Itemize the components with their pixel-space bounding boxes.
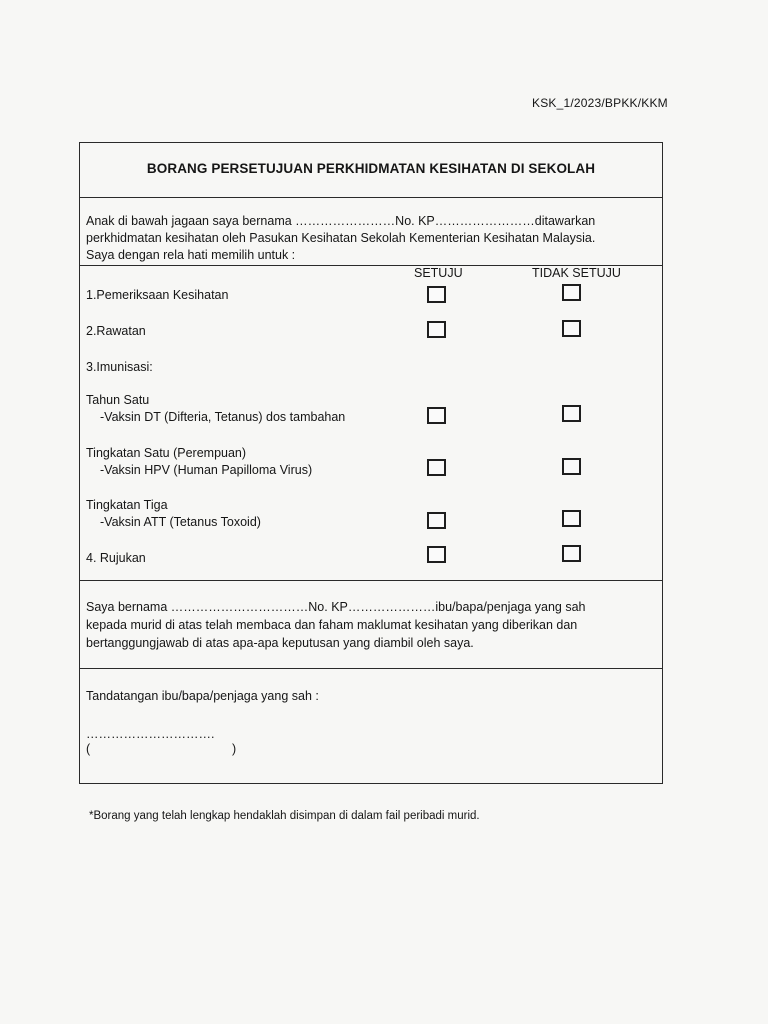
consent-form: [79, 142, 663, 784]
intro-line: Anak di bawah jagaan saya bernama ……………………No. KP……………………ditawarkan: [86, 214, 596, 228]
item-detail: -Vaksin ATT (Tetanus Toxoid): [100, 515, 261, 529]
checkbox-dt-vaccine-agree[interactable]: [427, 407, 446, 424]
item-treatment: [86, 323, 146, 340]
item-label: Tingkatan Satu (Perempuan): [86, 446, 247, 460]
intro-line: perkhidmatan kesihatan oleh Pasukan Kesihatan Sekolah Kementerian Kesihatan Malaysia.: [86, 231, 596, 245]
column-header-agree: SETUJU: [414, 266, 463, 280]
checkbox-health-examination-disagree[interactable]: [562, 284, 581, 301]
item-label: 4. Rujukan: [86, 551, 146, 565]
reference-code: KSK_1/2023/BPKK/KKM: [532, 96, 668, 110]
form-title: BORANG PERSETUJUAN PERKHIDMATAN KESIHATAN DI SEKOLAH: [146, 161, 596, 176]
item-label: Tingkatan Tiga: [86, 498, 168, 512]
item-hpv-vaccine: [86, 445, 312, 479]
item-att-vaccine: [86, 497, 261, 531]
item-label: 3.Imunisasi:: [86, 360, 153, 374]
checkbox-dt-vaccine-disagree[interactable]: [562, 405, 581, 422]
divider: [80, 668, 662, 669]
item-referral: [86, 550, 146, 567]
checkbox-att-vaccine-disagree[interactable]: [562, 510, 581, 527]
item-label: 1.Pemeriksaan Kesihatan: [86, 288, 229, 302]
item-health-examination: [86, 287, 228, 304]
checkbox-hpv-vaccine-agree[interactable]: [427, 459, 446, 476]
parent-declaration: [86, 598, 656, 652]
divider: [80, 197, 662, 198]
intro-paragraph: [86, 213, 656, 264]
checkbox-referral-disagree[interactable]: [562, 545, 581, 562]
footnote: *Borang yang telah lengkap hendaklah disimpan di dalam fail peribadi murid.: [89, 810, 480, 822]
item-immunisation: [86, 359, 153, 376]
signature-label: Tandatangan ibu/bapa/penjaga yang sah :: [86, 689, 319, 703]
signature-name-field[interactable]: [86, 742, 237, 756]
item-dt-vaccine: [86, 392, 345, 426]
checkbox-hpv-vaccine-disagree[interactable]: [562, 458, 581, 475]
checkbox-health-examination-agree[interactable]: [427, 286, 446, 303]
checkbox-treatment-agree[interactable]: [427, 321, 446, 338]
paren-open: (: [86, 742, 91, 756]
item-label: 2.Rawatan: [86, 324, 146, 338]
declaration-line: kepada murid di atas telah membaca dan faham maklumat kesihatan yang diberikan dan: [86, 618, 578, 632]
divider: [80, 580, 662, 581]
intro-line: Saya dengan rela hati memilih untuk :: [86, 248, 296, 262]
declaration-line: Saya bernama ……………………………No. KP…………………ibu/bapa/penjaga yang sah: [86, 600, 586, 614]
declaration-line: bertanggungjawab di atas apa-apa keputusan yang diambil oleh saya.: [86, 636, 474, 650]
signature-line[interactable]: ………………………….: [86, 727, 215, 741]
checkbox-referral-agree[interactable]: [427, 546, 446, 563]
checkbox-att-vaccine-agree[interactable]: [427, 512, 446, 529]
column-header-disagree: TIDAK SETUJU: [532, 266, 621, 280]
item-label: Tahun Satu: [86, 393, 150, 407]
item-detail: -Vaksin HPV (Human Papilloma Virus): [100, 463, 313, 477]
paren-close: ): [232, 742, 237, 756]
checkbox-treatment-disagree[interactable]: [562, 320, 581, 337]
item-detail: -Vaksin DT (Difteria, Tetanus) dos tambahan: [100, 410, 346, 424]
